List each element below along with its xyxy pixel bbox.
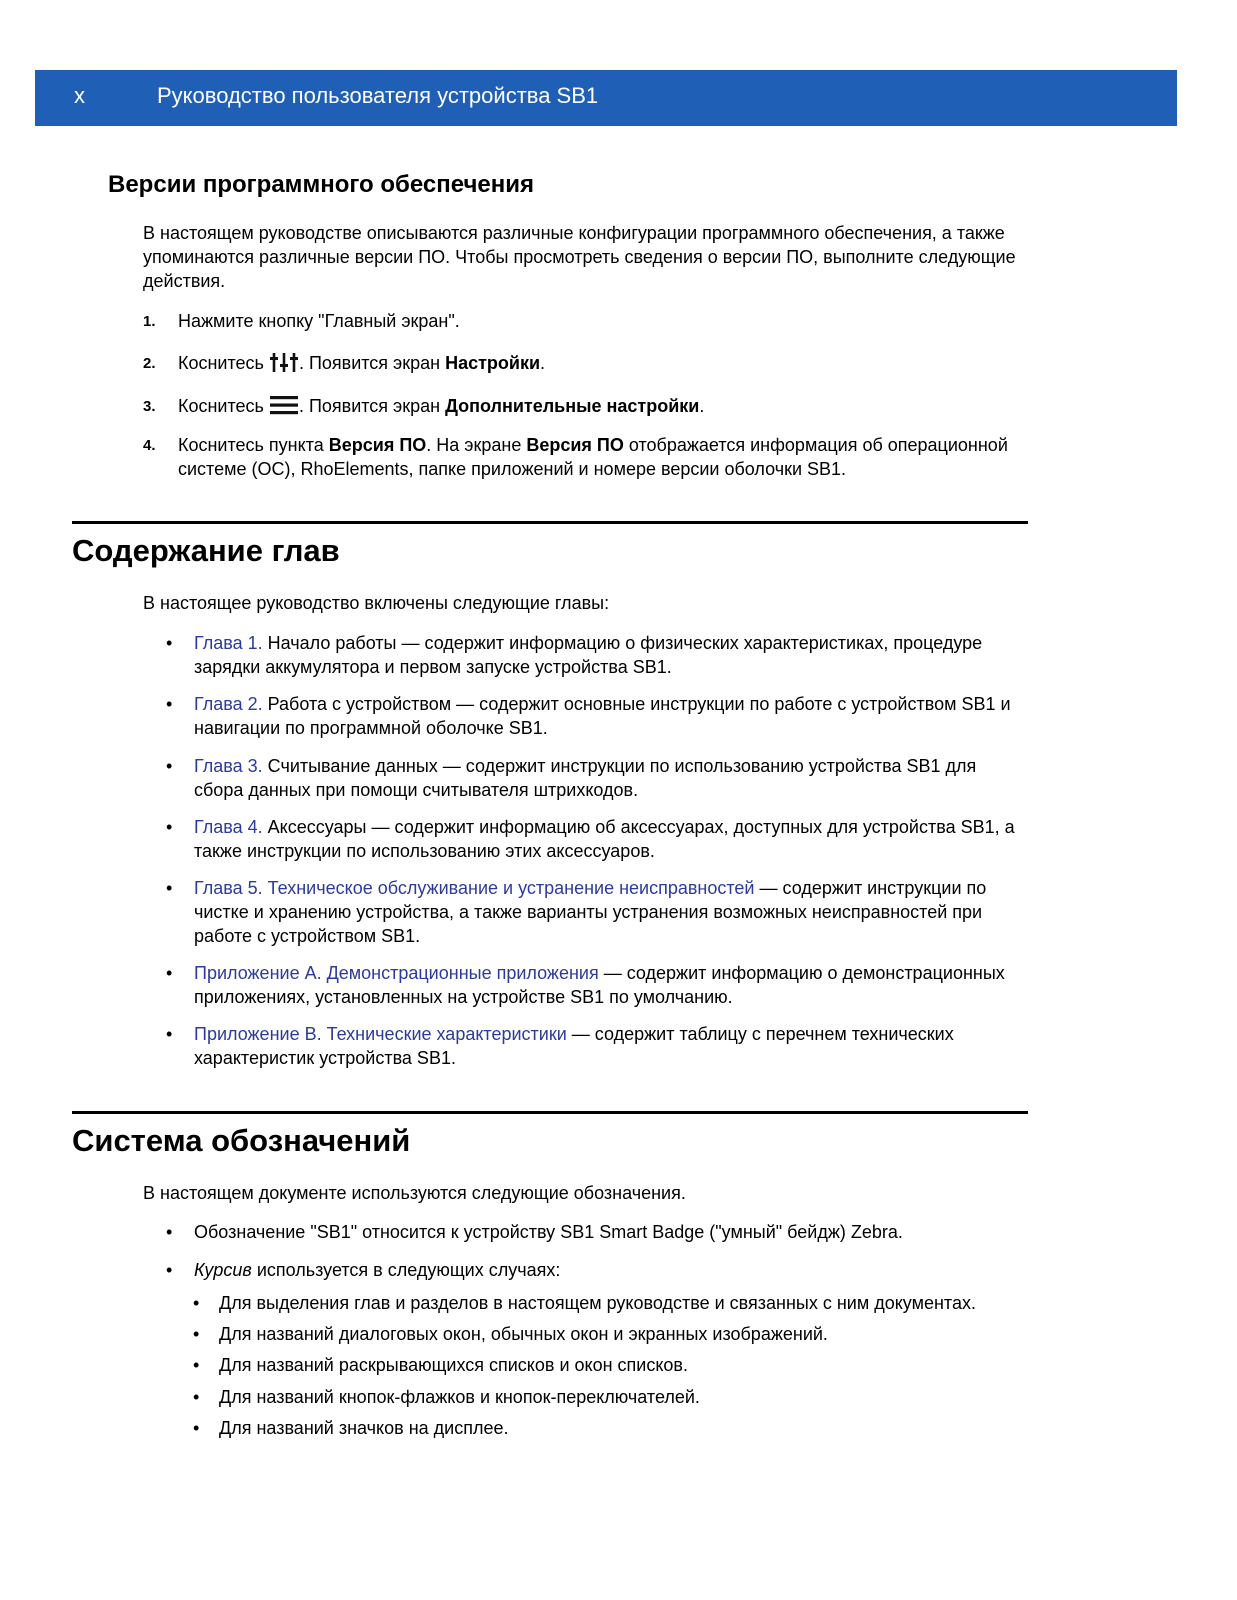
chapters-intro: В настоящее руководство включены следующие главы: bbox=[143, 593, 610, 613]
list-item: • Глава 5. Техническое обслуживание и устранение неисправностей — содержит инструкции по чистке и хранению устройства, а также варианты устранения возможных неисправностей при работе с устройством SB1. bbox=[166, 878, 987, 946]
bullet: • bbox=[166, 963, 173, 983]
sub-list-item: • Для названий раскрывающихся списков и окон списков. bbox=[193, 1355, 688, 1375]
page-number: x bbox=[74, 83, 85, 108]
chapter-4-link[interactable]: Глава 4. bbox=[194, 817, 263, 837]
list-item: • Обозначение "SB1" относится к устройству SB1 Smart Badge ("умный" бейдж) Zebra. bbox=[166, 1222, 903, 1242]
appendix-b-link[interactable]: Приложение B. Технические характеристики bbox=[194, 1024, 567, 1044]
bullet: • bbox=[193, 1418, 200, 1438]
section-heading-versions: Версии программного обеспечения bbox=[108, 171, 534, 198]
bullet: • bbox=[193, 1324, 200, 1344]
bullet: • bbox=[193, 1293, 200, 1313]
chapter-3-link[interactable]: Глава 3. bbox=[194, 756, 263, 776]
document-title: Руководство пользователя устройства SB1 bbox=[157, 83, 599, 108]
step-text: Коснитесь . Появится экран Дополнительные настройки. bbox=[178, 394, 1133, 422]
step-4 bbox=[143, 433, 1133, 481]
list-item: • Глава 4. Аксессуары — содержит информацию об аксессуарах, доступных для устройства SB1, а также инструкции по использованию этих аксессуаров. bbox=[166, 817, 1015, 861]
step-text: Нажмите кнопку "Главный экран". bbox=[178, 311, 460, 331]
step-text: Коснитесь . Появится экран Настройки. bbox=[178, 351, 1133, 379]
versions-intro: В настоящем руководстве описываются различные конфигурации программного обеспечения, а также упоминаются различные версии ПО. Чтобы просмотреть сведения о версии ПО, выполните следующие действия. bbox=[143, 223, 1016, 291]
settings-sliders-icon bbox=[269, 351, 299, 379]
bullet: • bbox=[166, 1260, 173, 1280]
chapter-2-link[interactable]: Глава 2. bbox=[194, 694, 263, 714]
menu-icon bbox=[269, 394, 299, 422]
sub-list-item: • Для названий кнопок-флажков и кнопок-переключателей. bbox=[193, 1387, 700, 1407]
step-number: 2. bbox=[143, 355, 156, 372]
section-heading-notation: Система обозначений bbox=[72, 1123, 411, 1158]
chapter-1-link[interactable]: Глава 1. bbox=[194, 633, 263, 653]
bullet: • bbox=[193, 1355, 200, 1375]
bullet: • bbox=[166, 694, 173, 714]
appendix-a-link[interactable]: Приложение A. Демонстрационные приложения bbox=[194, 963, 599, 983]
bullet: • bbox=[166, 1222, 173, 1242]
step-text: Коснитесь пункта Версия ПО. На экране Версия ПО отображается информация об операционной системе (ОС), RhoElements, папке приложений и номере версии оболочки SB1. bbox=[178, 435, 1008, 479]
section-heading-chapters: Содержание глав bbox=[72, 533, 340, 568]
step-number: 3. bbox=[143, 398, 156, 415]
step-2 bbox=[143, 351, 1133, 379]
bullet: • bbox=[193, 1387, 200, 1407]
list-item: • Глава 3. Считывание данных — содержит инструкции по использованию устройства SB1 для сбора данных при помощи считывателя штрихкодов. bbox=[166, 756, 977, 800]
list-item: • Глава 1. Начало работы — содержит информацию о физических характеристиках, процедуре зарядки аккумулятора и первом запуске устройства SB1. bbox=[166, 633, 983, 677]
section-divider bbox=[72, 1111, 1028, 1114]
list-item: • Приложение A. Демонстрационные приложения — содержит информацию о демонстрационных приложениях, установленных на устройстве SB1 по умолчанию. bbox=[166, 963, 1005, 1007]
step-1 bbox=[143, 309, 1133, 333]
notation-intro: В настоящем документе используются следующие обозначения. bbox=[143, 1183, 686, 1203]
list-item: • Приложение B. Технические характеристики — содержит таблицу с перечнем технических характеристик устройства SB1. bbox=[166, 1024, 954, 1068]
list-item: • Курсив используется в следующих случаях: bbox=[166, 1260, 561, 1280]
page-header bbox=[35, 70, 1177, 126]
sub-list-item: • Для выделения глав и разделов в настоящем руководстве и связанных с ним документах. bbox=[193, 1293, 976, 1313]
chapter-5-link[interactable]: Глава 5. Техническое обслуживание и устранение неисправностей bbox=[194, 878, 755, 898]
section-divider bbox=[72, 521, 1028, 524]
bullet: • bbox=[166, 817, 173, 837]
step-number: 4. bbox=[143, 437, 156, 454]
bullet: • bbox=[166, 756, 173, 776]
sub-list-item: • Для названий диалоговых окон, обычных окон и экранных изображений. bbox=[193, 1324, 828, 1344]
bullet: • bbox=[166, 1024, 173, 1044]
bullet: • bbox=[166, 633, 173, 653]
step-3 bbox=[143, 394, 1133, 422]
step-number: 1. bbox=[143, 313, 156, 330]
list-item: • Глава 2. Работа с устройством — содержит основные инструкции по работе с устройством SB1 и навигации по программной оболочке SB1. bbox=[166, 694, 1011, 738]
sub-list-item: • Для названий значков на дисплее. bbox=[193, 1418, 509, 1438]
bullet: • bbox=[166, 878, 173, 898]
